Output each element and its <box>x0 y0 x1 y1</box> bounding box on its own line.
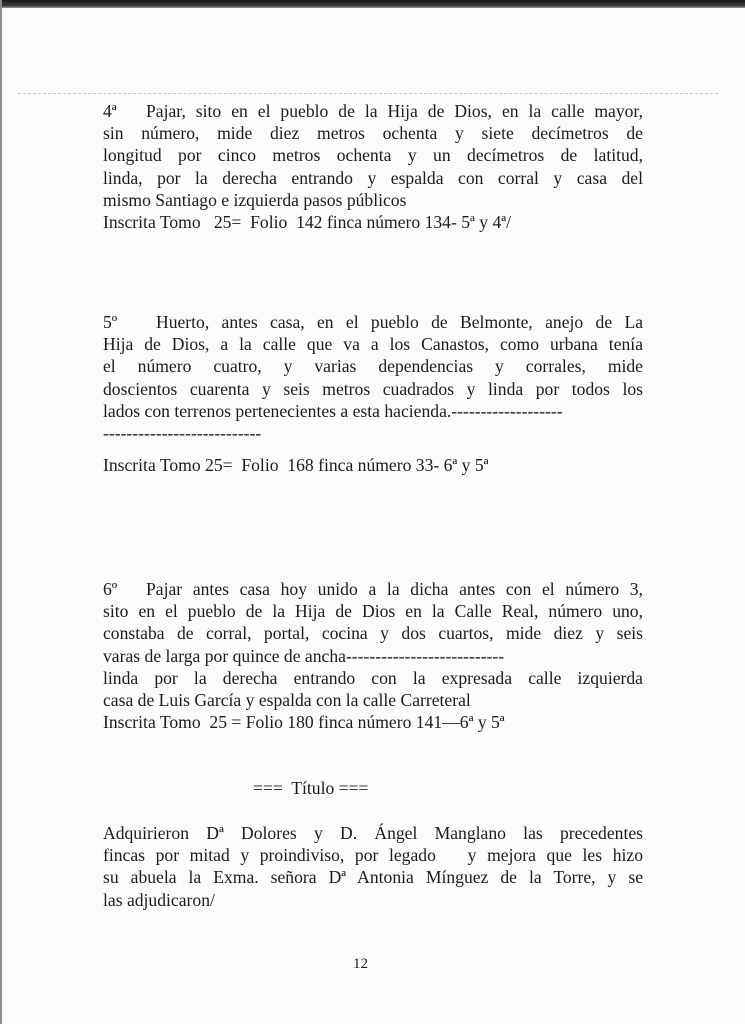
entry-6 <box>103 578 643 733</box>
entry-line: Pajar, sito en el pueblo de la Hija de Dios, en la calle mayor, <box>146 101 643 121</box>
title-line: fincas por mitad y proindiviso, por legado y mejora que les hizo <box>103 845 643 866</box>
title-line: las adjudicaron/ <box>103 889 215 910</box>
entry-line: Huerto, antes casa, en el pueblo de Belmonte, anejo de La <box>156 312 643 332</box>
entry-line: Hija de Dios, a la calle que va a los Canastos, como urbana tenía <box>103 334 643 355</box>
entry-line: sin número, mide diez metros ochenta y siete decímetros de <box>103 123 643 144</box>
entry-line: el número cuatro, y varias dependencias y corrales, mide <box>103 356 643 377</box>
title-heading: === Título === <box>253 778 369 798</box>
title-paragraph <box>103 822 643 911</box>
entry-number: 5º <box>103 312 118 332</box>
scan-top-edge <box>0 0 745 8</box>
entry-5 <box>103 311 643 476</box>
entry-line: constaba de corral, portal, cocina y dos cuartos, mide diez y seis <box>103 623 643 644</box>
entry-inscription: Inscrita Tomo 25= Folio 168 finca número 33- 6ª y 5ª <box>103 455 489 476</box>
entry-line: casa de Luis García y espalda con la calle Carreteral <box>103 690 471 711</box>
entry-line: linda, por la derecha entrando y espalda con corral y casa del <box>103 167 643 188</box>
entry-line: linda por la derecha entrando con la expresada calle izquierda <box>103 667 643 688</box>
entry-line: sito en el pueblo de la Hija de Dios en la Calle Real, número uno, <box>103 601 643 622</box>
page-number: 12 <box>353 956 368 972</box>
entry-line: mismo Santiago e izquierda pasos públicos <box>103 189 407 210</box>
entry-line: doscientos cuarenta y seis metros cuadrados y linda por todos los <box>103 378 643 399</box>
entry-line: varas de larga por quince de ancha--------------------------- <box>103 645 505 666</box>
scan-left-edge <box>0 0 2 1024</box>
entry-inscription: Inscrita Tomo 25 = Folio 180 finca número 141—6ª y 5ª <box>103 712 505 733</box>
entry-line: lados con terrenos pertenecientes a esta hacienda.------------------- <box>103 400 563 421</box>
entry-inscription: Inscrita Tomo 25= Folio 142 finca número 134- 5ª y 4ª/ <box>103 212 512 233</box>
header-rule <box>18 93 718 94</box>
entry-number: 4ª <box>103 101 117 121</box>
title-line: Adquirieron Dª Dolores y D. Ángel Manglano las precedentes <box>103 823 643 843</box>
entry-4 <box>103 100 643 233</box>
entry-line: --------------------------- <box>103 423 262 444</box>
entry-line: Pajar antes casa hoy unido a la dicha antes con el número 3, <box>146 579 643 599</box>
title-line: su abuela la Exma. señora Dª Antonia Mínguez de la Torre, y se <box>103 867 643 888</box>
entry-line: longitud por cinco metros ochenta y un decímetros de latitud, <box>103 145 643 166</box>
entry-number: 6º <box>103 579 118 599</box>
